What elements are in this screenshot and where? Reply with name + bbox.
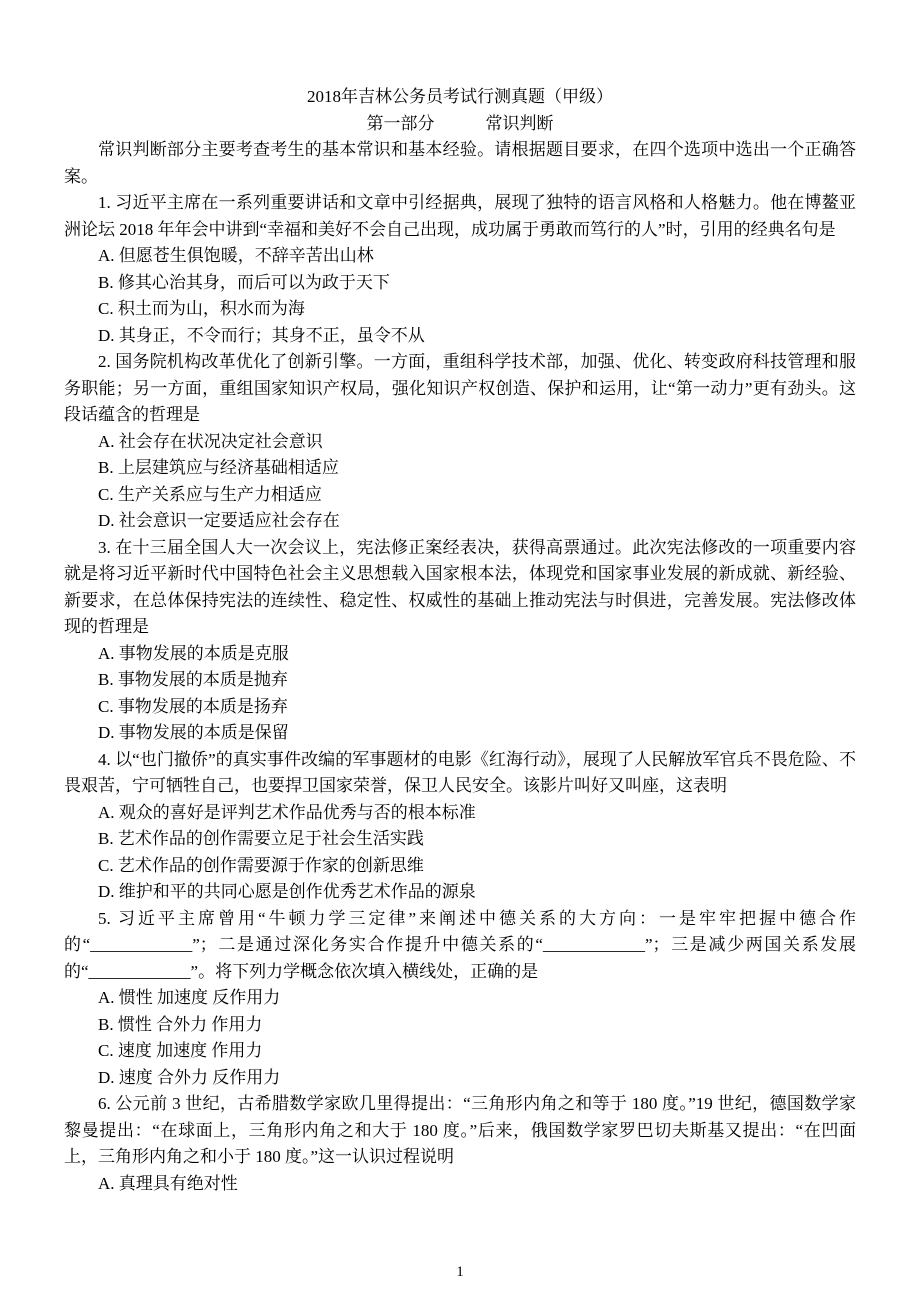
question-option: A. 但愿苍生俱饱暖，不辞辛苦出山林 [98,246,374,265]
section-name-label: 常识判断 [485,113,554,133]
page-number: 1 [456,1263,464,1280]
question-option: C. 速度 加速度 作用力 [98,1041,263,1060]
question-option: C. 事物发展的本质是扬弃 [98,696,288,716]
question-stem: 1. 习近平主席在一系列重要讲话和文章中引经据典，展现了独特的语言风格和人格魅力。他在博鳌亚洲论坛 2018 年年会中讲到“幸福和美好不会自己出现，成功属于勇敢而笃行的人”时，引用的经典名句是 [64,193,856,239]
question-stem: 4. 以“也门撤侨”的真实事件改编的军事题材的电影《红海行动》，展现了人民解放军官兵不畏危险、不畏艰苦，宁可牺牲自己，也要捍卫国家荣誉，保卫人民安全。该影片叫好又叫座，这表明 [64,749,856,795]
question-option: B. 艺术作品的创作需要立足于社会生活实践 [98,829,424,848]
question-option: A. 惯性 加速度 反作用力 [98,988,281,1007]
question-option: D. 事物发展的本质是保留 [98,723,289,742]
question-option: B. 上层建筑应与经济基础相适应 [98,458,339,477]
question-option: C. 积土而为山，积水而为海 [98,299,305,318]
question-option: D. 其身正，不令而行；其身不正，虽令不从 [98,325,425,345]
question-option: C. 生产关系应与生产力相适应 [98,484,322,504]
questions-list [64,190,856,1197]
document-title: 2018年吉林公务员考试行测真题（甲级） [307,87,613,106]
intro-paragraph: 常识判断部分主要考查考生的基本常识和基本经验。请根据题目要求，在四个选项中选出一个正确答案。 [64,140,856,186]
question-option: A. 社会存在状况决定社会意识 [98,431,323,451]
question-option: D. 维护和平的共同心愿是创作优秀艺术作品的源泉 [98,882,476,901]
question-option: C. 艺术作品的创作需要源于作家的创新思维 [98,855,424,875]
question-option: D. 社会意识一定要适应社会存在 [98,511,340,530]
question-option: A. 事物发展的本质是克服 [98,643,289,663]
question-stem: 5. 习近平主席曾用“牛顿力学三定律”来阐述中德关系的大方向：一是牢牢把握中德合作的“____________”；二是通过深化务实合作提升中德关系的“____________”；三是减少两国关系发展的“____________”。将下列力学概念依次填入横线处，正确的是 [64,908,856,981]
question-stem: 6. 公元前 3 世纪，古希腊数学家欧几里得提出：“三角形内角之和等于 180 度。”19 世纪，德国数学家黎曼提出：“在球面上，三角形内角之和大于 180 度。”后来，俄国数学家罗巴切夫斯基又提出：“在凹面上，三角形内角之和小于 180 度。”这一认识过程说明 [64,1094,856,1166]
question-option: A. 真理具有绝对性 [98,1173,238,1193]
question-option: A. 观众的喜好是评判艺术作品优秀与否的根本标准 [98,802,476,822]
question-stem: 2. 国务院机构改革优化了创新引擎。一方面，重组科学技术部，加强、优化、转变政府科技管理和服务职能；另一方面，重组国家知识产权局，强化知识产权创造、保护和运用，让“第一动力”更有劲头。这段话蕴含的哲理是 [64,352,856,424]
question-option: D. 速度 合外力 反作用力 [98,1067,281,1087]
question-stem: 3. 在十三届全国人大一次会议上，宪法修正案经表决，获得高票通过。此次宪法修改的一项重要内容就是将习近平新时代中国特色社会主义思想载入国家根本法，体现党和国家事业发展的新成就、新经验、新要求，在总体保持宪法的连续性、稳定性、权威性的基础上推动宪法与时俱进，完善发展。宪法修改体现的哲理是 [64,537,856,636]
section-part-label: 第一部分 [366,113,435,133]
question-option: B. 惯性 合外力 作用力 [98,1014,263,1034]
question-option: B. 修其心治其身，而后可以为政于天下 [98,272,390,292]
section-heading [64,111,856,138]
question-option: B. 事物发展的本质是抛弃 [98,670,288,689]
